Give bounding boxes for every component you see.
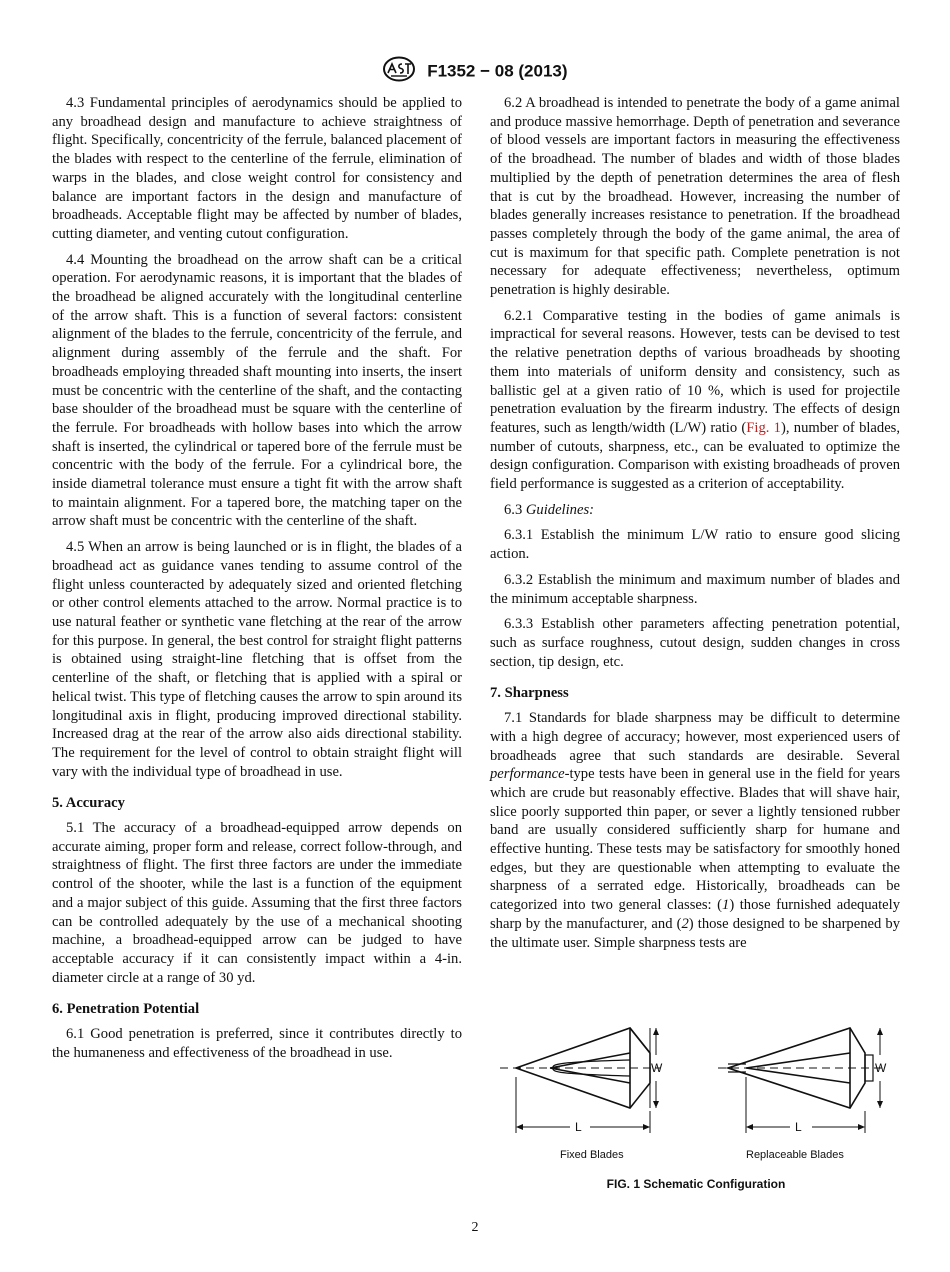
left-column: [52, 94, 462, 1069]
fixed-length-label: L: [575, 1120, 582, 1134]
replaceable-length-label: L: [795, 1120, 802, 1134]
page-number: 2: [471, 1220, 479, 1235]
fixed-blade-drawing: [500, 1028, 660, 1133]
broadhead-schematic: [490, 1015, 902, 1145]
section-4-5: 4.5 When an arrow is being launched or is in flight, the blades of a broadhead act as guidance vanes tending to assume control of the flight unless counteracted by adequately sized and oriented fletching or other control elements attached to the arrow. Normal practice is to use natural feather or synthetic vane fletching at the rear of the arrow for this purpose. In general, the best control for straight flight patterns is obtained using straight-line fletching that is offset from the centerline of the shaft, or fletching that is applied with a spiral or helical twist. This type of fletching causes the arrow to spin around its longitudinal axis in flight, producing improved directional stability. Increased drag at the rear of the arrow also aids directional stability. The requirement for the level of control to obtain straight flight will vary with the individual type of broadhead in use.: [52, 539, 462, 780]
section-4-3: 4.3 Fundamental principles of aerodynamics should be applied to any broadhead design and manufacture to achieve straightness of flight. Specifically, concentricity of the ferrule, balanced placement of the blades with respect to the centerline of the ferrule, elimination of warps in the blades, and close weight control for consistency and balance are important factors in the design and manufacture of broadheads. Acceptable flight may be affected by number of blades, cutting diameter, and venting cutout configuration.: [52, 95, 462, 242]
heading-accuracy: 5. Accuracy: [52, 795, 125, 812]
astm-logo-icon: [382, 56, 416, 87]
page-header: [0, 56, 950, 87]
figure-title: FIG. 1 Schematic Configuration: [606, 1177, 786, 1191]
section-6-2-1: 6.2.1 Comparative testing in the bodies of game animals is impractical for several reasons. However, tests can be devised to test the relative penetration depths of various broadheads by shooting them into materials of uniform density and consistency, such as ballistic gel at a given ratio of 10 %, which is used for projectile penetration evaluation by the firearm industry. The effects of design features, such as length/width (L/W) ratio (Fig. 1), number of blades, number of cutouts, sharpness, etc., can be evaluated to optimize the design configuration. Comparison with existing broadheads of proven field performance is suggested as a criterion of acceptability.: [490, 307, 901, 493]
fig-1-link[interactable]: Fig. 1: [746, 419, 781, 436]
dimension-arrowheads: [516, 1028, 883, 1130]
section-6-1: 6.1 Good penetration is preferred, since it contributes directly to the humaneness and effectiveness of the broadhead in use.: [52, 1026, 462, 1061]
caption-replaceable-blades: Replaceable Blades: [746, 1149, 844, 1161]
section-7-1: 7.1 Standards for blade sharpness may be difficult to determine with a high degree of accuracy; however, most experienced users of broadheads agree that such standards are desirable. Several performance-type tests have been in general use in the field for years which are crude but reasonably effective. Blades that will shave hair, slice poorly supported thin paper, or sever a lightly tensioned rubber band are usually considered sufficiently sharp for humane and effective hunting. These tests may be satisfactory for smoothly honed edges, but they are questionable when attempting to evaluate the sharpness of a serrated edge. Historically, broadheads can be categorized into two general classes: (1) those furnished adequately sharp by the manufacturer, and (2) those designed to be sharpened by the ultimate user. Simple sharpness tests are: [490, 710, 900, 951]
heading-sharpness: 7. Sharpness: [490, 685, 569, 702]
caption-fixed-blades: Fixed Blades: [560, 1149, 624, 1161]
replaceable-width-label: W: [875, 1061, 887, 1075]
section-6-3: 6.3 Guidelines:: [504, 501, 594, 518]
document-designation: F1352 − 08 (2013): [427, 61, 568, 81]
fixed-width-label: W: [651, 1061, 663, 1075]
right-column: [490, 94, 900, 959]
figure-1: [490, 1015, 902, 1191]
heading-penetration: 6. Penetration Potential: [52, 1001, 200, 1018]
section-6-2: 6.2 A broadhead is intended to penetrate the body of a game animal and produce massive hemorrhage. Depth of penetration and severance of blood vessels are important factors in measuring the effectiveness of the broadhead. The number of blades and width of those blades multiplied by the depth of penetration determines the area of flesh that is cut by the broadhead. However, increasing the number of blades generally increases resistance to penetration. If the broadhead passes completely through the body of the game animal, the area of cut is maximum for that specific path. Complete penetration is not necessary for adequate effectiveness; nevertheless, optimum penetration is highly desirable.: [490, 95, 900, 299]
section-6-3-1: 6.3.1 Establish the minimum L/W ratio to ensure good slicing action.: [490, 527, 900, 563]
section-5-1: 5.1 The accuracy of a broadhead-equipped arrow depends on accurate aiming, proper form and release, correct follow-through, and straightness of flight. The first three factors are under the immediate control of the shooter, while the last is a function of the equipment and a major subject of this guide. Assuming that the first three factors can be controlled adequately by the use of a mechanical shooting machine, a broadhead-equipped arrow can be judged to have acceptable accuracy if it can consistently impact within a 4-in. diameter circle at a range of 30 yd.: [52, 820, 462, 986]
section-4-4: 4.4 Mounting the broadhead on the arrow shaft can be a critical operation. For aerodynamic reasons, it is important that the blades of the broadhead be aligned accurately with the longitudinal centerline of the arrow shaft. This is a function of several factors: consistent alignment of the blades to the ferrule, concentricity of the ferrule, and alignment during assembly of the ferrule and the shaft. For broadheads employing threaded shaft mounting into inserts, the insert must be concentric with the centerline of the shaft, and the contacting base shoulder of the broadhead must be square with the centerline of the ferrule. For broadheads with hollow bases into which the arrow shaft is inserted, the cylindrical or tapered bore of the ferrule must be concentric with the body of the ferrule. For a cylindrical bore, the inside diametral tolerance must ensure a tight fit with the arrow shaft to maintain alignment. For a tapered bore, the matching taper on the arrow shaft must be concentric with the centerline of the shaft.: [52, 251, 462, 530]
section-6-3-2: 6.3.2 Establish the minimum and maximum number of blades and the minimum acceptable sharpness.: [490, 571, 900, 607]
section-6-3-3: 6.3.3 Establish other parameters affecting penetration potential, such as surface roughness, cutout design, sudden changes in cross section, tip design, etc.: [490, 616, 900, 670]
replaceable-blade-drawing: [718, 1028, 885, 1133]
